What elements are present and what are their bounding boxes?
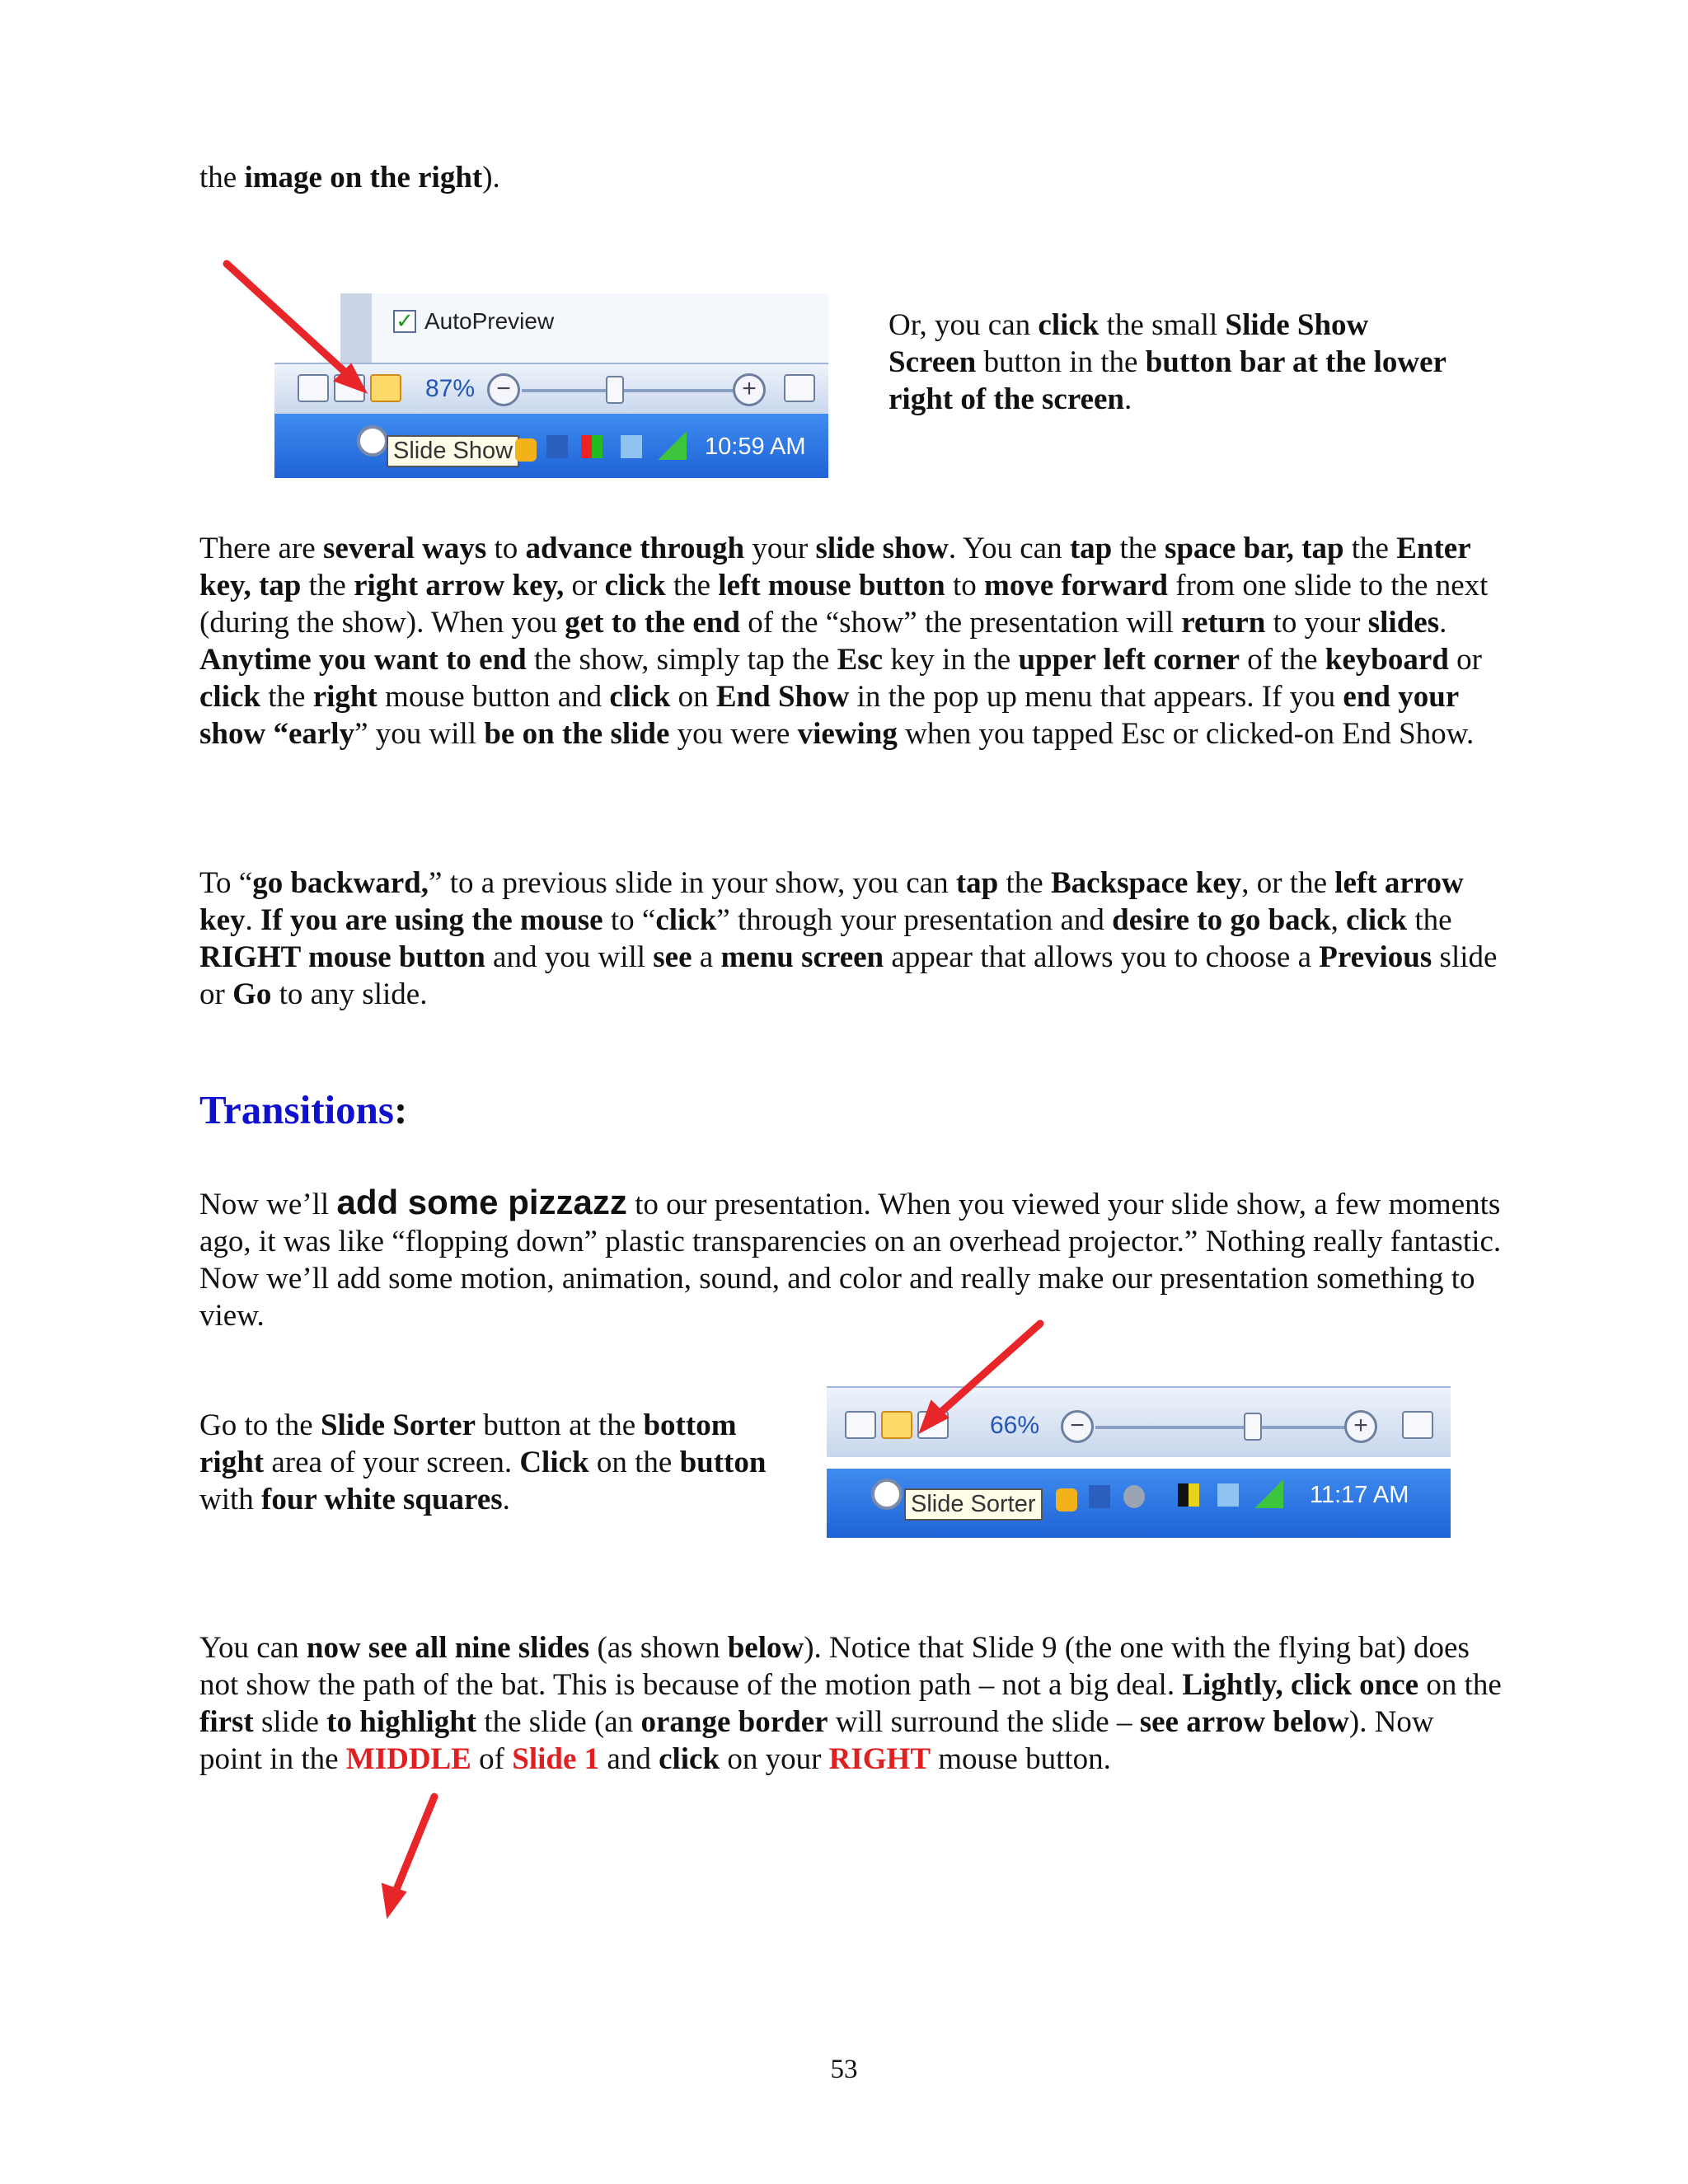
arrow-icon: [920, 1324, 1040, 1432]
advance-slide-paragraph: There are several ways to advance through your slide show. You can tap the space bar, tap the Enter key, tap the right arrow key, or click the left mouse button to move forward from one slide to the next (during the show). When you get to the end of the “show” the presentation will return to your slides. Anytime you want to end the show, simply tap the Esc key in the upper left corner of the keyboard or click the right mouse button and click on End Show in the pop up menu that appears. If you end your show “early” you will be on the slide you were viewing when you tapped Esc or clicked-on End Show.: [199, 532, 1489, 751]
autopreview-label: AutoPreview: [424, 308, 555, 334]
transitions-heading: Transitions:: [199, 1087, 408, 1132]
page-number: 53: [830, 2055, 858, 2084]
nine-slides-paragraph: You can now see all nine slides (as shown below). Notice that Slide 9 (the one with the flying bat) does not show the path of the bat. This is because of the motion path – not a big deal. Lightly, click once on the first slide to highlight the slide (an orange border will surround the slide – see arrow below). Now point in the MIDDLE of Slide 1 and click on your RIGHT mouse button.: [199, 1631, 1502, 1776]
arrow-icon: [227, 264, 366, 392]
taskbar-clock: 10:59 AM: [705, 434, 806, 460]
slide-sorter-tooltip: Slide Sorter: [904, 1488, 1043, 1521]
zoom-in-icon[interactable]: +: [733, 373, 766, 406]
autopreview-checkbox[interactable]: ✓: [393, 310, 416, 333]
intro-fragment: the image on the right).: [199, 161, 500, 194]
go-backward-paragraph: To “go backward,” to a previous slide in your show, you can tap the Backspace key, or the left arrow key. If you are using the mouse to “click” through your presentation and desire to go back, click the RIGHT mouse button and you will see a menu screen appear that allows you to choose a Previous slide or Go to any slide.: [199, 866, 1498, 1011]
arrow-icon: [382, 1797, 434, 1917]
slide-sorter-instructions: Go to the Slide Sorter button at the bottom right area of your screen. Click on the button with four white squares.: [199, 1408, 767, 1516]
slide-show-button-description: Or, you can click the small Slide Show Screen button in the button bar at the lower right of the screen.: [889, 308, 1447, 416]
taskbar-clock: 11:17 AM: [1310, 1482, 1409, 1508]
zoom-level: 87%: [425, 375, 476, 402]
zoom-level: 66%: [990, 1412, 1040, 1439]
zoom-out-icon[interactable]: −: [487, 373, 520, 406]
pizzazz-paragraph: Now we’ll add some pizzazz to our presentation. When you viewed your slide show, a few moments ago, it was like “flopping down” plastic transparencies on an overhead projector.” Nothing really fantastic. Now we’ll add some motion, animation, sound, and color and really make our presentation something to view.: [199, 1183, 1502, 1333]
zoom-in-icon[interactable]: +: [1344, 1410, 1377, 1443]
slide-show-tooltip: Slide Show: [387, 435, 519, 467]
zoom-out-icon[interactable]: −: [1061, 1410, 1094, 1443]
